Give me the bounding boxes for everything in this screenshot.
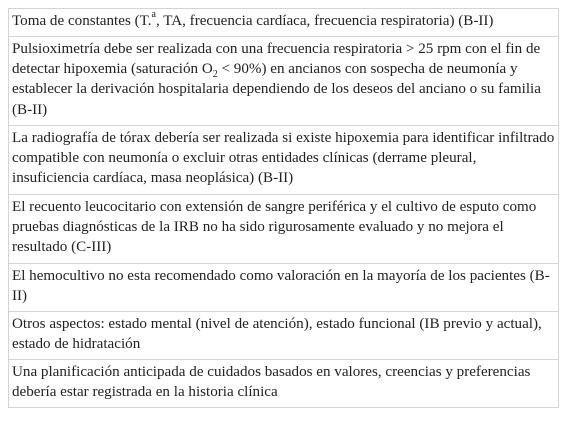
table-row bbox=[9, 360, 559, 408]
table-cell-blood-culture: El hemocultivo no esta recomendado como valoración en la mayoría de los pacientes (B-II) bbox=[9, 264, 559, 312]
recommendations-document bbox=[8, 8, 559, 408]
table-row bbox=[9, 37, 559, 126]
subscript: 2 bbox=[212, 69, 218, 81]
table-cell-chest-xray: La radiografía de tórax debería ser realizada si existe hipoxemia para identificar infiltrado compatible con neumonía o excluir otras entidades clínicas (derrame pleural, insuficiencia cardíaca, masa neoplásica) (B-II) bbox=[9, 126, 559, 195]
table-row bbox=[9, 126, 559, 195]
cell-text: Pulsioximetría debe ser realizada con una frecuencia respiratoria > 25 rpm con el fin de detectar hipoxemia (saturación O bbox=[12, 41, 541, 78]
table-row bbox=[9, 312, 559, 360]
cell-text: Toma de constantes (T. bbox=[12, 13, 152, 29]
table-row bbox=[9, 195, 559, 264]
table-row bbox=[9, 264, 559, 312]
table-cell-other-aspects: Otros aspectos: estado mental (nivel de atención), estado funcional (IB previo y actual), estado de hidratación bbox=[9, 312, 559, 360]
table-row bbox=[9, 9, 559, 37]
table-cell-care-planning: Una planificación anticipada de cuidados basados en valores, creencias y preferencias debería estar registrada en la historia clínica bbox=[9, 360, 559, 408]
table-cell-leukocyte-count: El recuento leucocitario con extensión de sangre periférica y el cultivo de esputo como pruebas diagnósticas de la IRB no ha sido rigurosamente evaluado y no mejora el resultado (C-III) bbox=[9, 195, 559, 264]
cell-text: < 90%) en ancianos con sospecha de neumonía y establecer la derivación hospitalaria dependiendo de los deseos del anciano o su familia (B-II) bbox=[12, 61, 541, 118]
superscript: a bbox=[151, 8, 156, 20]
recommendations-table bbox=[8, 8, 559, 408]
table-cell-pulse-oximetry bbox=[9, 37, 559, 126]
table-cell-vital-signs bbox=[9, 9, 559, 37]
cell-text: , TA, frecuencia cardíaca, frecuencia respiratoria) (B-II) bbox=[155, 13, 494, 29]
